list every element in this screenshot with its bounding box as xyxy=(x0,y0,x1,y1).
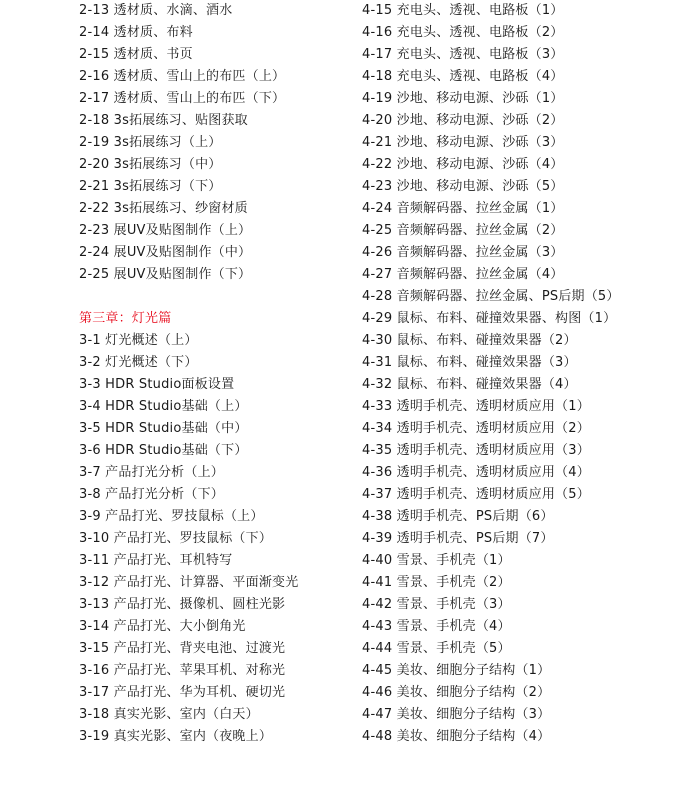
lesson-item: 2-17 透材质、雪山上的布匹（下） xyxy=(79,91,286,106)
lesson-item: 2-16 透材质、雪山上的布匹（上） xyxy=(79,69,286,84)
lesson-item: 4-27 音频解码器、拉丝金属（4） xyxy=(362,267,564,282)
lesson-item: 3-16 产品打光、苹果耳机、对称光 xyxy=(79,663,286,678)
lesson-item: 2-20 3s拓展练习（中） xyxy=(79,157,222,172)
lesson-item: 4-36 透明手机壳、透明材质应用（4） xyxy=(362,465,590,480)
lesson-item: 4-29 鼠标、布料、碰撞效果器、构图（1） xyxy=(362,311,617,326)
lesson-item: 4-41 雪景、手机壳（2） xyxy=(362,575,511,590)
lesson-item: 4-44 雪景、手机壳（5） xyxy=(362,641,511,656)
lesson-item: 4-32 鼠标、布料、碰撞效果器（4） xyxy=(362,377,577,392)
lesson-item: 4-23 沙地、移动电源、沙砾（5） xyxy=(362,179,564,194)
lesson-item: 3-8 产品打光分析（下） xyxy=(79,487,224,502)
chapter-heading: 第三章：灯光篇 xyxy=(79,311,172,326)
lesson-item: 4-22 沙地、移动电源、沙砾（4） xyxy=(362,157,564,172)
lesson-item: 3-1 灯光概述（上） xyxy=(79,333,198,348)
lesson-item: 3-15 产品打光、背夹电池、过渡光 xyxy=(79,641,286,656)
lesson-item: 4-30 鼠标、布料、碰撞效果器（2） xyxy=(362,333,577,348)
lesson-item: 4-16 充电头、透视、电路板（2） xyxy=(362,25,564,40)
lesson-item: 4-48 美妆、细胞分子结构（4） xyxy=(362,729,551,744)
lesson-item: 4-43 雪景、手机壳（4） xyxy=(362,619,511,634)
lesson-item: 3-5 HDR Studio基础（中） xyxy=(79,421,248,436)
lesson-item: 3-11 产品打光、耳机特写 xyxy=(79,553,233,568)
lesson-item: 3-4 HDR Studio基础（上） xyxy=(79,399,248,414)
lesson-item: 4-15 充电头、透视、电路板（1） xyxy=(362,3,564,18)
lesson-item: 4-19 沙地、移动电源、沙砾（1） xyxy=(362,91,564,106)
lesson-item: 2-14 透材质、布料 xyxy=(79,25,193,40)
lesson-item: 3-13 产品打光、摄像机、圆柱光影 xyxy=(79,597,286,612)
lesson-item: 3-14 产品打光、大小倒角光 xyxy=(79,619,246,634)
lesson-item: 3-10 产品打光、罗技鼠标（下） xyxy=(79,531,273,546)
lesson-item: 2-23 展UV及贴图制作（上） xyxy=(79,223,252,238)
lesson-item: 2-13 透材质、水滴、酒水 xyxy=(79,3,233,18)
lesson-item: 4-40 雪景、手机壳（1） xyxy=(362,553,511,568)
lesson-item: 4-35 透明手机壳、透明材质应用（3） xyxy=(362,443,590,458)
lesson-item: 3-17 产品打光、华为耳机、硬切光 xyxy=(79,685,286,700)
lesson-list-right xyxy=(362,0,692,748)
lesson-item: 4-33 透明手机壳、透明材质应用（1） xyxy=(362,399,590,414)
lesson-item: 4-31 鼠标、布料、碰撞效果器（3） xyxy=(362,355,577,370)
lesson-item: 4-42 雪景、手机壳（3） xyxy=(362,597,511,612)
lesson-item: 3-19 真实光影、室内（夜晚上） xyxy=(79,729,273,744)
lesson-item: 3-3 HDR Studio面板设置 xyxy=(79,377,235,392)
lesson-item: 4-47 美妆、细胞分子结构（3） xyxy=(362,707,551,722)
lesson-item: 4-45 美妆、细胞分子结构（1） xyxy=(362,663,551,678)
lesson-item: 4-26 音频解码器、拉丝金属（3） xyxy=(362,245,564,260)
lesson-item: 4-46 美妆、细胞分子结构（2） xyxy=(362,685,551,700)
lesson-item: 3-12 产品打光、计算器、平面渐变光 xyxy=(79,575,299,590)
lesson-item: 3-2 灯光概述（下） xyxy=(79,355,198,370)
lesson-item: 4-20 沙地、移动电源、沙砾（2） xyxy=(362,113,564,128)
lesson-item: 2-18 3s拓展练习、贴图获取 xyxy=(79,113,248,128)
lesson-item: 2-24 展UV及贴图制作（中） xyxy=(79,245,252,260)
lesson-list-left xyxy=(79,0,349,748)
lesson-item: 4-39 透明手机壳、PS后期（7） xyxy=(362,531,554,546)
lesson-item: 2-15 透材质、书页 xyxy=(79,47,193,62)
lesson-item: 4-38 透明手机壳、PS后期（6） xyxy=(362,509,554,524)
lesson-item: 4-34 透明手机壳、透明材质应用（2） xyxy=(362,421,590,436)
lesson-item: 4-17 充电头、透视、电路板（3） xyxy=(362,47,564,62)
lesson-item: 3-6 HDR Studio基础（下） xyxy=(79,443,248,458)
lesson-item: 3-18 真实光影、室内（白天） xyxy=(79,707,259,722)
lesson-item: 2-21 3s拓展练习（下） xyxy=(79,179,222,194)
lesson-item: 2-22 3s拓展练习、纱窗材质 xyxy=(79,201,248,216)
lesson-item: 4-37 透明手机壳、透明材质应用（5） xyxy=(362,487,590,502)
section-spacer xyxy=(79,286,349,308)
lesson-item: 4-24 音频解码器、拉丝金属（1） xyxy=(362,201,564,216)
lesson-item: 3-7 产品打光分析（上） xyxy=(79,465,224,480)
lesson-item: 2-19 3s拓展练习（上） xyxy=(79,135,222,150)
lesson-item: 4-25 音频解码器、拉丝金属（2） xyxy=(362,223,564,238)
lesson-item: 4-28 音频解码器、拉丝金属、PS后期（5） xyxy=(362,289,620,304)
lesson-item: 3-9 产品打光、罗技鼠标（上） xyxy=(79,509,264,524)
lesson-item: 4-21 沙地、移动电源、沙砾（3） xyxy=(362,135,564,150)
lesson-item: 2-25 展UV及贴图制作（下） xyxy=(79,267,252,282)
lesson-item: 4-18 充电头、透视、电路板（4） xyxy=(362,69,564,84)
